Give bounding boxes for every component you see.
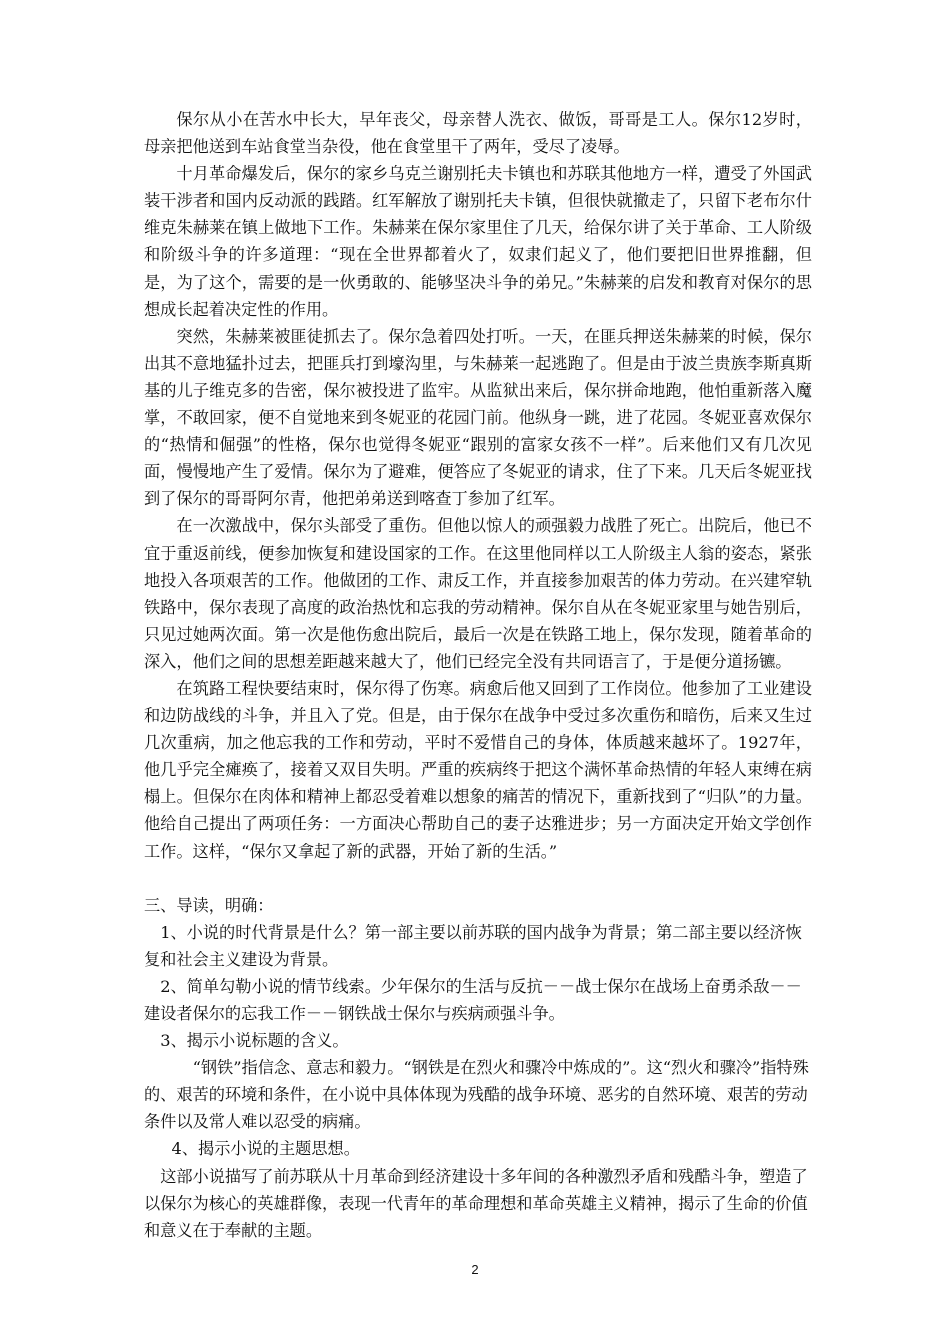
paragraph-revolution: 十月革命爆发后，保尔的家乡乌克兰谢别托夫卡镇也和苏联其他地方一样，遭受了外国武装干涉者和国内反动派的践踏。红军解放了谢别托夫卡镇，但很快就撤走了，只留下老布尔什维克朱赫莱在镇上做地下工作。朱赫莱在保尔家里住了几天，给保尔讲了关于革命、工人阶级和阶级斗争的许多道理：“现在全世界都着火了，奴隶们起义了，他们要把旧世界推翻，但是，为了这个，需要的是一伙勇敢的、能够坚决斗争的弟兄。”朱赫莱的启发和教育对保尔的思想成长起着决定性的作用。 [144,164,812,319]
guide-item-3-answer: “钢铁”指信念、意志和毅力。“钢铁是在烈火和骤冷中炼成的”。这“烈火和骤冷”指特殊的、艰苦的环境和条件，在小说中具体体现为残酷的战争环境、恶劣的自然环境、艰苦的劳动条件以及常人难以忍受的病痛。 [144,1058,809,1132]
guide-item-3: 3、揭示小说标题的含义。 [160,1031,349,1051]
paragraph-illness: 在筑路工程快要结束时，保尔得了伤寒。病愈后他又回到了工作岗位。他参加了工业建设和边防战线的斗争，并且入了党。但是，由于保尔在战争中受过多次重伤和暗伤，后来又生过几次重病，加之他忘我的工作和劳动，平时不爱惜自己的身体，体质越来越坏了。1927年，他几乎完全瘫痪了，接着又双目失明。严重的疾病终于把这个满怀革命热情的年轻人束缚在病榻上。但保尔在肉体和精神上都忍受着难以想象的痛苦的情况下，重新找到了“归队”的力量。他给自己提出了两项任务：一方面决心帮助自己的妻子达雅进步；另一方面决定开始文学创作工作。这样，“保尔又拿起了新的武器，开始了新的生活。” [144,678,812,861]
paragraph-battle: 在一次激战中，保尔头部受了重伤。但他以惊人的顽强毅力战胜了死亡。出院后，他已不宜于重返前线，便参加恢复和建设国家的工作。在这里他同样以工人阶级主人翁的姿态，紧张地投入各项艰苦的工作。他做团的工作、肃反工作，并直接参加艰苦的体力劳动。在兴建窄轨铁路中，保尔表现了高度的政治热忱和忘我的劳动精神。保尔自从在冬妮亚家里与她告别后，只见过她两次面。第一次是他伤愈出院后，最后一次是在铁路工地上，保尔发现，随着革命的深入，他们之间的思想差距越来越大了，他们已经完全没有共同语言了，于是便分道扬镳。 [144,516,812,671]
guide-item-4: 4、揭示小说的主题思想。 [171,1139,360,1159]
section-heading: 三、导读，明确： [144,895,274,915]
guide-item-2: 2、简单勾勒小说的情节线索。少年保尔的生活与反抗－－战士保尔在战场上奋勇杀敌－－建设者保尔的忘我工作－－钢铁战士保尔与疾病顽强斗争。 [144,976,802,1023]
guide-item-1: 1、小说的时代背景是什么？第一部主要以前苏联的国内战争为背景；第二部主要以经济恢复和社会主义建设为背景。 [144,922,802,969]
paragraph-escape: 突然，朱赫莱被匪徒抓去了。保尔急着四处打听。一天，在匪兵押送朱赫莱的时候，保尔出其不意地猛扑过去，把匪兵打到壕沟里，与朱赫莱一起逃跑了。但是由于波兰贵族李斯真斯基的儿子维克多的告密，保尔被投进了监牢。从监狱出来后，保尔拼命地跑，他怕重新落入魔掌，不敢回家，便不自觉地来到冬妮亚的花园门前。他纵身一跳，进了花园。冬妮亚喜欢保尔的“热情和倔强”的性格，保尔也觉得冬妮亚“跟别的富家女孩不一样”。后来他们又有几次见面，慢慢地产生了爱情。保尔为了避难，便答应了冬妮亚的请求，住了下来。几天后冬妮亚找到了保尔的哥哥阿尔青，他把弟弟送到喀查丁参加了红军。 [144,326,812,509]
paragraph-childhood: 保尔从小在苦水中长大，早年丧父，母亲替人洗衣、做饭，哥哥是工人。保尔12岁时，母亲把他送到车站食堂当杂役，他在食堂里干了两年，受尽了凌辱。 [144,110,812,157]
guide-item-4-answer: 这部小说描写了前苏联从十月革命到经济建设十多年间的各种激烈矛盾和残酷斗争，塑造了以保尔为核心的英雄群像，表现一代青年的革命理想和革命英雄主义精神，揭示了生命的价值和意义在于奉献的主题。 [144,1166,808,1240]
document-body [144,106,812,1244]
page-number: 2 [471,1262,479,1277]
section-spacer [144,865,812,892]
